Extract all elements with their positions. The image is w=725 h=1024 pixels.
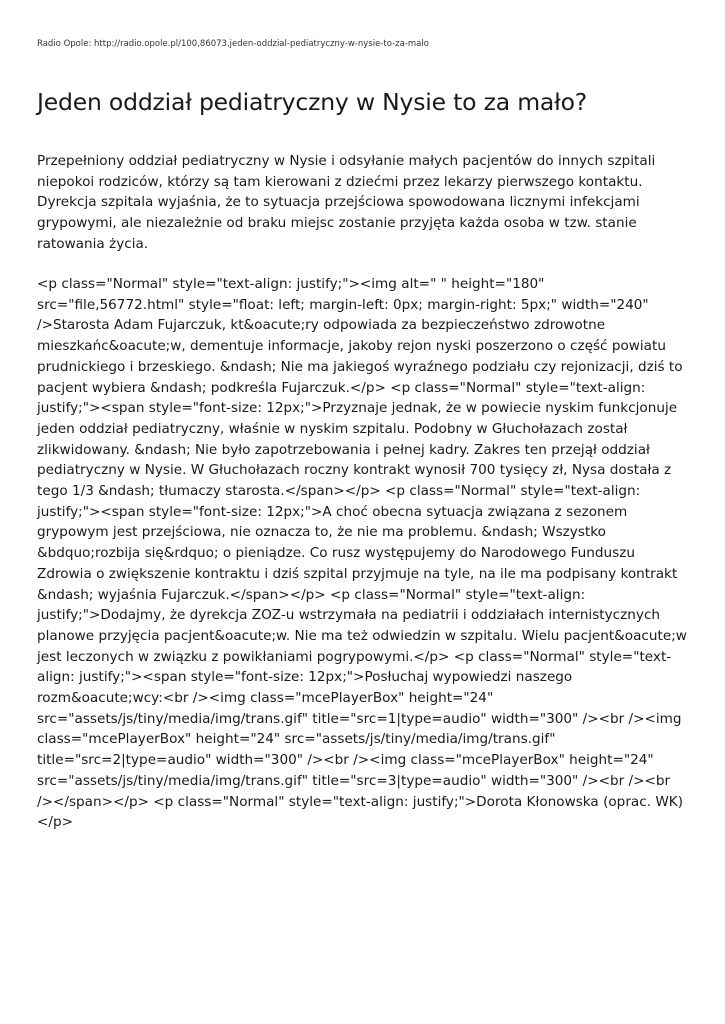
source-url-line: Radio Opole: http://radio.opole.pl/100,86073,jeden-oddzial-pediatryczny-w-nysie-to-za-malo <box>37 39 429 49</box>
article-title: Jeden oddział pediatryczny w Nysie to za mało? <box>37 88 588 116</box>
article-lead: Przepełniony oddział pediatryczny w Nysie i odsyłanie małych pacjentów do innych szpitali niepokoi rodziców, którzy są tam kierowani z dziećmi przez lekarzy pierwszego kontaktu. Dyrekcja szpitala wyjaśnia, że to sytuacja przejściowa spowodowana licznymi infekcjami grypowymi, ale niezależnie od braku miejsc zostanie przyjęta każda osoba w tzw. stanie ratowania życia. <box>37 153 656 252</box>
article-body-raw-markup: <p class="Normal" style="text-align: justify;"><img alt=" " height="180" src="file,56772.html" style="float: left; margin-left: 0px; margin-right: 5px;" width="240" />Starosta Adam Fujarczuk, kt&oacute;ry odpowiada za bezpieczeństwo zdrowotne mieszkańc&oacute;w, dementuje informacje, jakoby rejon nyski poszerzono o część powiatu prudnickiego i brzeskiego. &ndash; Nie ma jakiegoś wyraźnego podziału czy rejonizacji, dziś to pacjent wybiera &ndash; podkreśla Fujarczuk.</p> <p class="Normal" style="text-align: justify;"><span style="font-size: 12px;">Przyznaje jednak, że w powiecie nyskim funkcjonuje jeden oddział pediatryczny, właśnie w nyskim szpitalu. Podobny w Głuchołazach został zlikwidowany. &ndash; Nie było zapotrzebowania i pełnej kadry. Zakres ten przejął oddział pediatryczny w Nysie. W Głuchołazach roczny kontrakt wynosił 700 tysięcy zł, Nysa dostała z tego 1/3 &ndash; tłumaczy starosta.</span></p> <p class="Normal" style="text-align: justify;"><span style="font-size: 12px;">A choć obecna sytuacja związana z sezonem grypowym jest przejściowa, nie oznacza to, że nie ma problemu. &ndash; Wszystko &bdquo;rozbija się&rdquo; o pieniądze. Co rusz występujemy do Narodowego Funduszu Zdrowia o zwiększenie kontraktu i dziś szpital przyjmuje na tyle, na ile ma podpisany kontrakt &ndash; wyjaśnia Fujarczuk.</span></p> <p class="Normal" style="text-align: justify;">Dodajmy, że dyrekcja ZOZ-u wstrzymała na pediatrii i oddziałach internistycznych planowe przyjęcia pacjent&oacute;w. Nie ma też odwiedzin w szpitalu. Wielu pacjent&oacute;w jest leczonych w związku z powikłaniami pogrypowymi.</p> <p class="Normal" style="text-align: justify;"><span style="font-size: 12px;">Posłuchaj wypowiedzi naszego rozm&oacute;wcy:<br /><img class="mcePlayerBox" height="24" src="assets/js/tiny/media/img/trans.gif" title="src=1|type=audio" width="300" /><br /><img class="mcePlayerBox" height="24" src="assets/js/tiny/media/img/trans.gif" title="src=2|type=audio" width="300" /><br /><img class="mcePlayerBox" height="24" src="assets/js/tiny/media/img/trans.gif" title="src=3|type=audio" width="300" /><br /><br /></span></p> <p class="Normal" style="text-align: justify;">Dorota Kłonowska (oprac. WK)</p> <box>37 276 687 831</box>
